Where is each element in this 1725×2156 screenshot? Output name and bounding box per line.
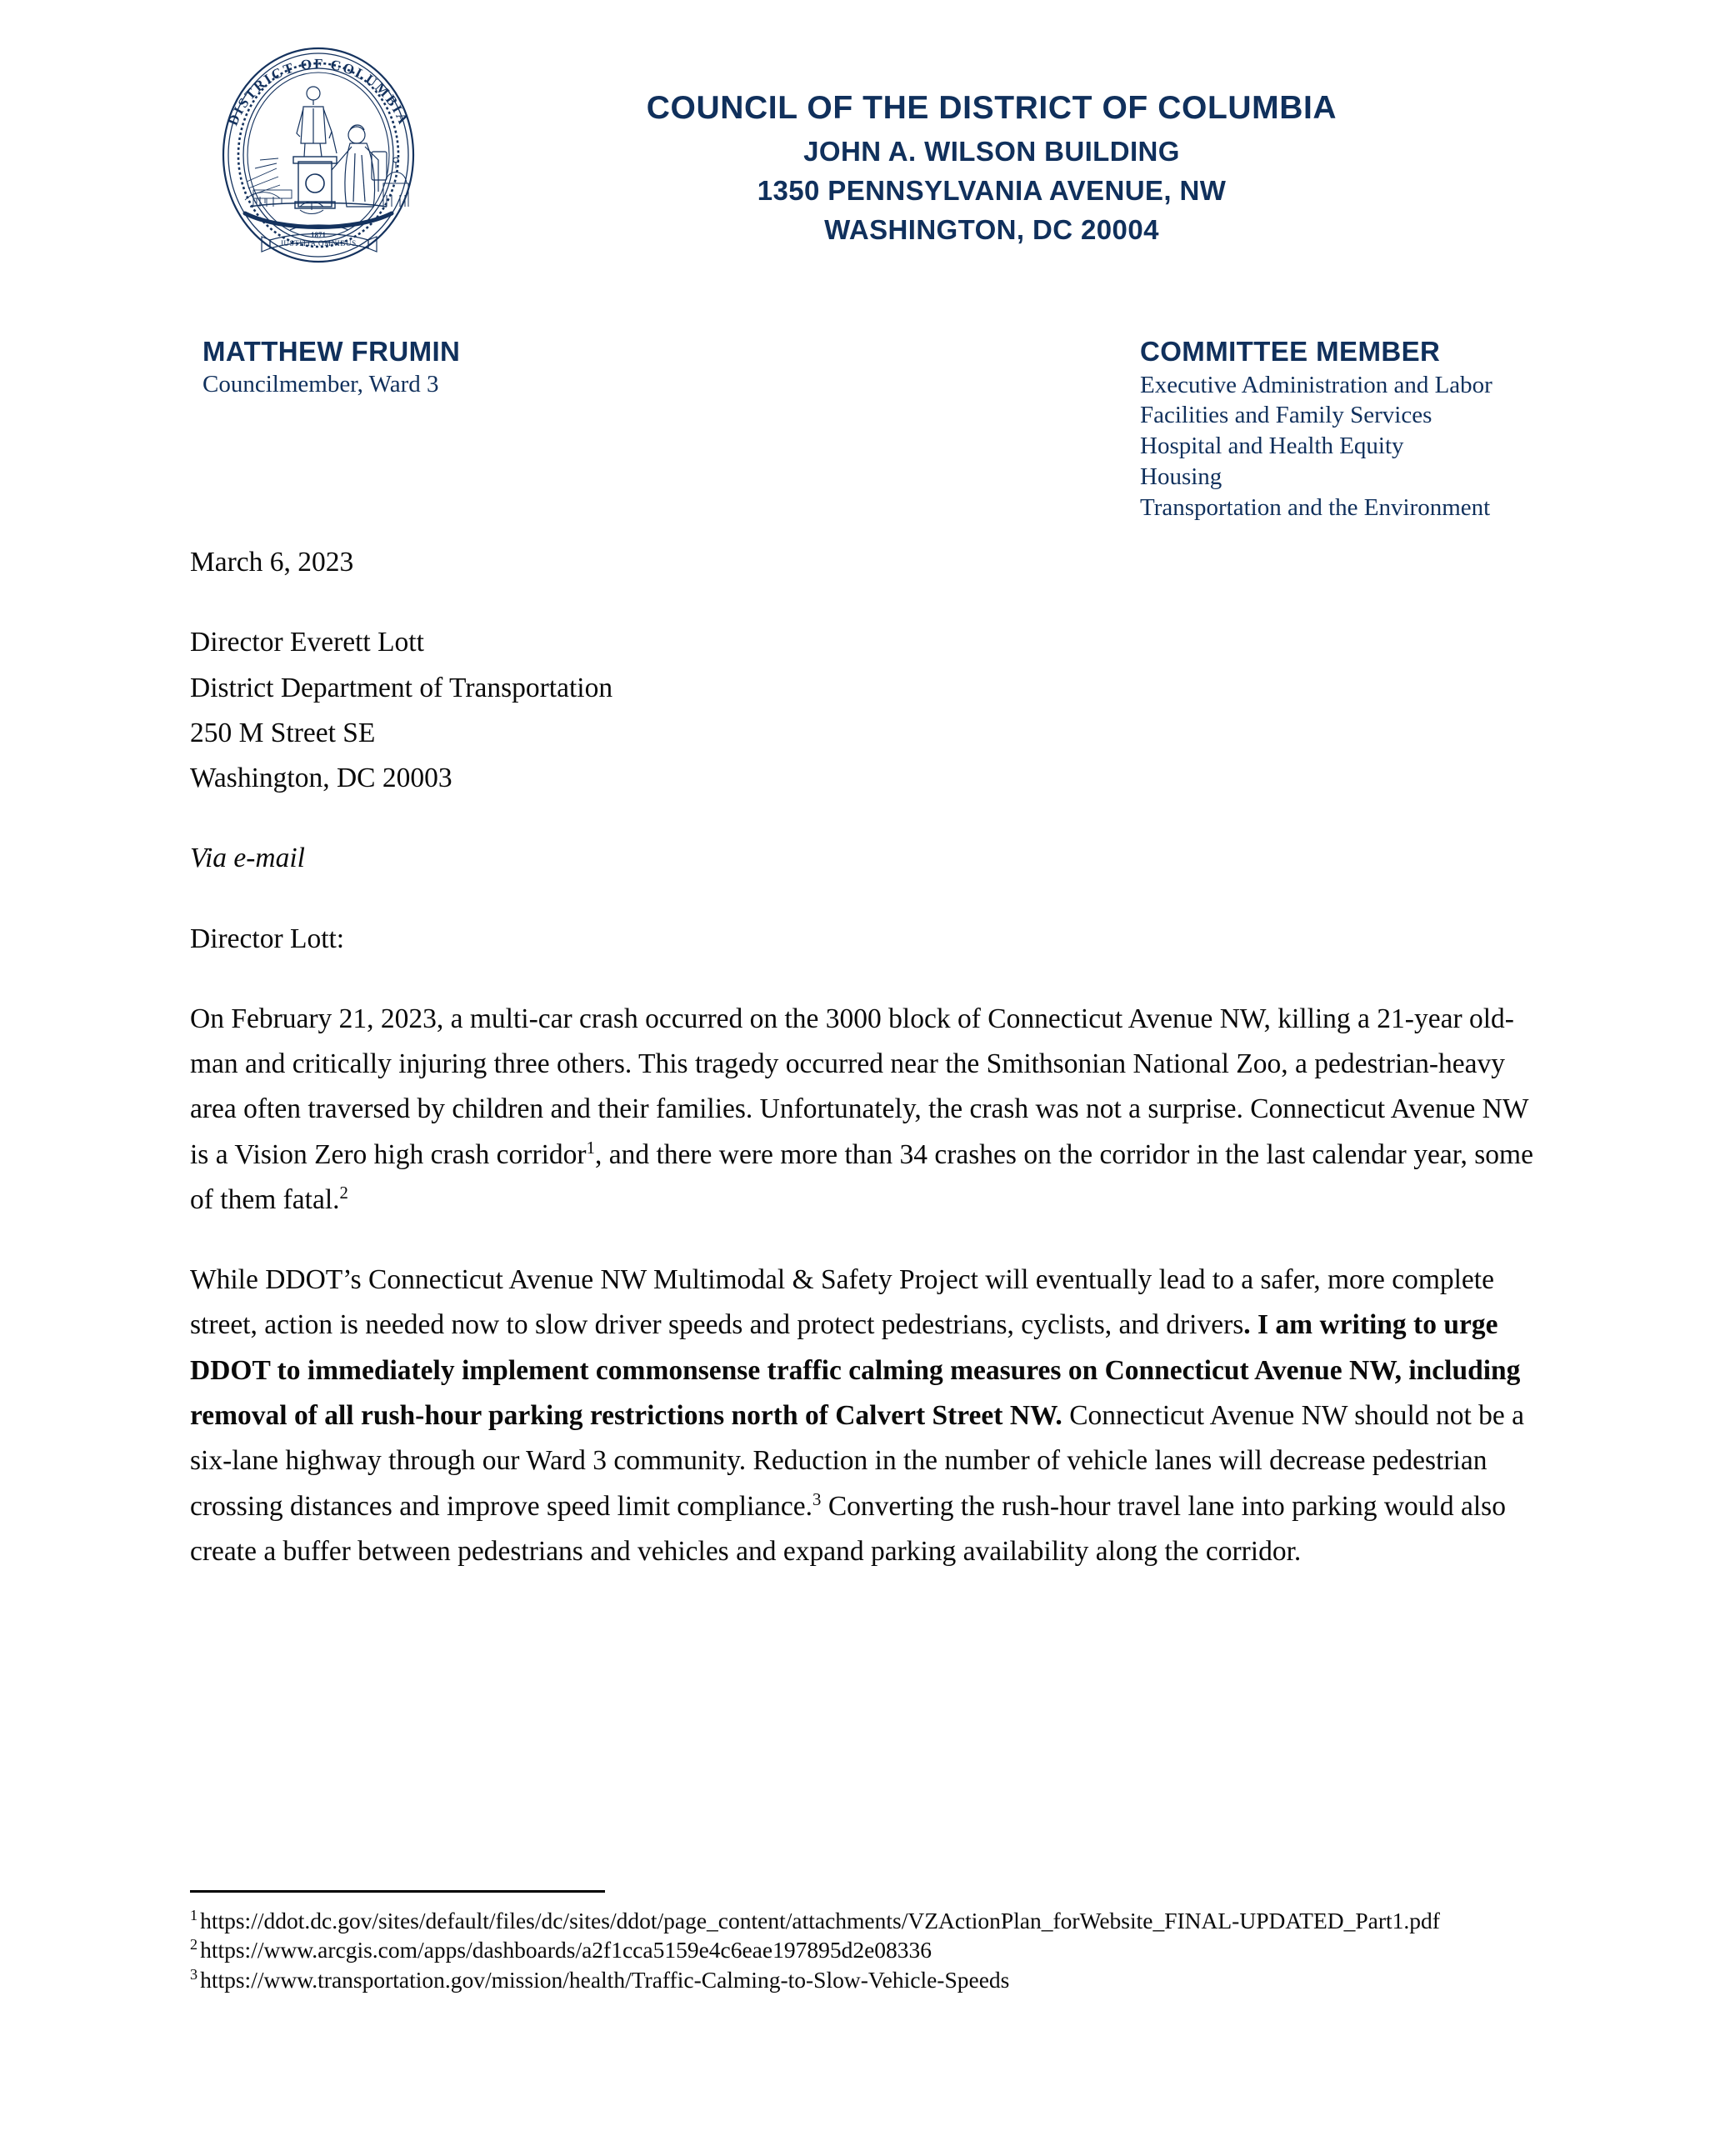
letter-body xyxy=(190,540,1540,1609)
committee-block xyxy=(1140,338,1690,523)
paragraph-1 xyxy=(190,997,1540,1223)
recipient-street: 250 M Street SE xyxy=(190,717,376,748)
letter-date: March 6, 2023 xyxy=(190,547,354,578)
footnote-marker: 3 xyxy=(190,1965,198,1983)
committee-item: Housing xyxy=(1140,463,1222,491)
member-name: MATTHEW FRUMIN xyxy=(202,336,461,367)
member-committee-block xyxy=(0,338,1725,521)
footnote-item xyxy=(190,1935,1557,1964)
footnote-item xyxy=(190,1965,1557,1994)
committee-item: Executive Administration and Labor xyxy=(1140,371,1492,398)
footnote-text: https://ddot.dc.gov/sites/default/files/dc/sites/ddot/page_content/attachments/VZActionPlan_forWebsite_FINAL-UPDATED_Part1.pdf xyxy=(200,1908,1440,1933)
footnote-item xyxy=(190,1906,1557,1935)
svg-text:1871: 1871 xyxy=(311,231,326,239)
committee-item: Hospital and Health Equity xyxy=(1140,433,1404,460)
footnote-marker: 1 xyxy=(190,1906,198,1923)
organization-name: COUNCIL OF THE DISTRICT OF COLUMBIA xyxy=(646,90,1338,126)
delivery-note: Via e-mail xyxy=(190,843,305,874)
footnote-ref-1: 1 xyxy=(586,1138,595,1158)
committee-list xyxy=(1140,370,1690,523)
recipient-organization: District Department of Transportation xyxy=(190,672,613,703)
svg-text:DISTRICT OF COLUMBIA: DISTRICT OF COLUMBIA xyxy=(224,55,412,128)
committee-item: Facilities and Family Services xyxy=(1140,402,1432,429)
dc-seal-icon xyxy=(207,43,430,267)
letterhead xyxy=(0,43,1725,293)
recipient-name: Director Everett Lott xyxy=(190,627,424,658)
letterhead-address-block xyxy=(467,92,1517,255)
paragraph-2-emphasis: . I am writing to urge DDOT to immediately implement commonsense traffic calming measures on Connecticut Avenue NW, including removal of all rush-hour parking restrictions north of Calvert Street NW. xyxy=(190,1309,1521,1431)
committee-heading: COMMITTEE MEMBER xyxy=(1140,336,1441,367)
paragraph-1-text-a: On February 21, 2023, a multi-car crash occurred on the 3000 block of Connecticut Avenue NW, killing a 21-year old-man and critically injuring three others. This tragedy occurred near the Smithsonian National Zoo, a pedestrian-heavy area often traversed by children and their families. Unfortunately, the crash was not a surprise. Connecticut Avenue NW is a Vision Zero high crash corridor xyxy=(190,1003,1528,1170)
paragraph-2-text-c: Converting the rush-hour travel lane into parking would also create a buffer between pedestrians and vehicles and expand parking availability along the corridor. xyxy=(190,1490,1506,1567)
city-state-zip: WASHINGTON, DC 20004 xyxy=(824,214,1159,245)
footnote-marker: 2 xyxy=(190,1936,198,1953)
svg-text:JUSTITIA OMNIBUS: JUSTITIA OMNIBUS xyxy=(280,239,357,248)
paragraph-1-text-b: , and there were more than 34 crashes on the corridor in the last calendar year, some of them fatal. xyxy=(190,1138,1533,1215)
street-address: 1350 PENNSYLVANIA AVENUE, NW xyxy=(757,175,1227,206)
salutation: Director Lott: xyxy=(190,923,345,954)
recipient-city-state-zip: Washington, DC 20003 xyxy=(190,763,452,794)
footnote-ref-2: 2 xyxy=(339,1183,348,1203)
footnote-text: https://www.transportation.gov/mission/health/Traffic-Calming-to-Slow-Vehicle-Speeds xyxy=(200,1966,1010,1993)
footnote-text: https://www.arcgis.com/apps/dashboards/a2f1cca5159e4c6eae197895d2e08336 xyxy=(200,1937,932,1963)
paragraph-2-text-b: Connecticut Avenue NW should not be a six-lane highway through our Ward 3 community. Reduction in the number of vehicle lanes will decrease pedestrian crossing distances and improve speed limit compliance. xyxy=(190,1399,1525,1522)
paragraph-2-text-a: While DDOT’s Connecticut Avenue NW Multimodal & Safety Project will eventually lead to a safer, more complete street, action is needed now to slow driver speeds and protect pedestrians, cyclists, and drivers xyxy=(190,1264,1494,1341)
footnote-section xyxy=(190,1890,1557,1994)
footnote-ref-3: 3 xyxy=(812,1489,822,1509)
paragraph-2 xyxy=(190,1258,1540,1574)
building-name: JOHN A. WILSON BUILDING xyxy=(803,136,1180,167)
committee-item: Transportation and the Environment xyxy=(1140,493,1491,521)
member-title: Councilmember, Ward 3 xyxy=(202,370,439,398)
footnote-separator xyxy=(190,1890,605,1893)
recipient-address xyxy=(190,620,1540,801)
member-block xyxy=(202,338,886,398)
